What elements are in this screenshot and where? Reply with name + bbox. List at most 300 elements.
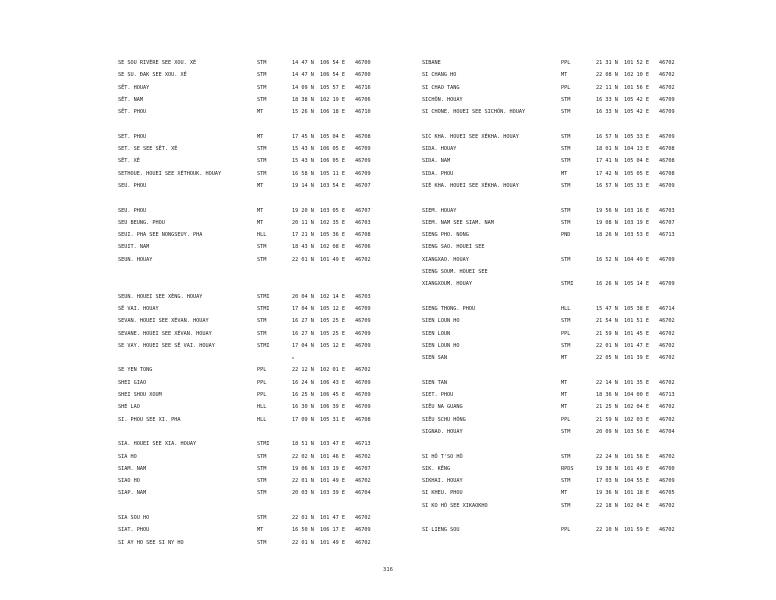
latitude: 17 04 N	[292, 342, 314, 349]
gazetteer-entry	[422, 180, 722, 192]
map-code: 46709	[355, 305, 371, 312]
gazetteer-entry	[118, 229, 418, 241]
entry-name: SIBANE	[422, 60, 441, 66]
longitude: 103 56 E	[624, 428, 649, 435]
feature-type: STMI	[257, 342, 270, 349]
map-code: 46700	[659, 465, 675, 472]
map-code: 46707	[355, 465, 371, 472]
gazetteer-entry	[422, 131, 722, 143]
map-code: 46705	[659, 490, 675, 497]
entry-name: SEVAN. HOUEI SEE XÉVAN. HOUAY	[118, 318, 209, 325]
entry-name: SIA. HOUEI SEE XIA. HOUAY	[118, 441, 197, 448]
feature-type: STM	[257, 96, 267, 103]
longitude: 105 31 E	[320, 416, 345, 423]
feature-type: STM	[257, 84, 267, 91]
latitude: 18 51 N	[292, 441, 314, 448]
gazetteer-entry	[118, 340, 418, 352]
longitude: 101 18 E	[624, 490, 649, 497]
latitude: 18 38 N	[292, 96, 314, 103]
feature-type: STM	[257, 539, 267, 546]
latitude: 19 06 N	[292, 465, 314, 472]
gazetteer-entry	[422, 315, 722, 327]
feature-type: STMI	[257, 293, 270, 300]
entry-name: SET. PHOU	[118, 133, 147, 140]
longitude: 101 59 E	[624, 527, 649, 534]
feature-type: MT	[561, 404, 568, 411]
gazetteer-entry	[118, 401, 418, 413]
latitude: 16 52 N	[596, 256, 618, 263]
feature-type: HLL	[257, 232, 267, 239]
gazetteer-entry	[422, 266, 722, 278]
gazetteer-entry	[422, 487, 722, 499]
longitude: 101 56 E	[624, 84, 649, 91]
gazetteer-entry	[422, 254, 722, 266]
feature-type: MT	[257, 207, 264, 214]
longitude: 106 45 E	[320, 392, 345, 399]
map-code: 46709	[659, 281, 675, 288]
entry-name: SE YEN TONG	[118, 367, 153, 374]
entry-name: XIANGXAO. HOUAY	[422, 256, 469, 263]
latitude: 22 01 N	[292, 539, 314, 546]
feature-type: STM	[561, 109, 571, 116]
feature-type: PPL	[257, 392, 267, 399]
feature-type: MT	[561, 379, 568, 386]
latitude: 20 03 N	[292, 490, 314, 497]
latitude: 16 33 N	[596, 109, 618, 116]
gazetteer-entry	[422, 463, 722, 475]
entry-name: SE VAY. HOUEI SEE SĚ VAI. HOUAY	[118, 342, 215, 349]
longitude: 101 49 E	[320, 256, 345, 263]
gazetteer-entry	[118, 352, 418, 364]
map-code: 46702	[659, 379, 675, 386]
latitude: 22 01 N	[596, 342, 618, 349]
latitude: 16 58 N	[292, 170, 314, 177]
latitude: 21 59 N	[596, 330, 618, 337]
entry-name: SIK. KÊNG	[422, 465, 451, 472]
latitude: 22 08 N	[596, 72, 618, 79]
entry-name: SI CHANG HO	[422, 72, 457, 79]
entry-name: SIEN LOUN HO	[422, 318, 460, 325]
entry-name: SI KO HŎ SEE XIKAOKHO	[422, 502, 488, 509]
feature-type: PPL	[561, 84, 571, 91]
gazetteer-entry	[422, 168, 722, 180]
feature-type: STM	[257, 244, 267, 251]
longitude: 105 42 E	[624, 109, 649, 116]
map-code: 46713	[659, 392, 675, 399]
feature-type: STM	[561, 219, 571, 226]
longitude: 101 47 E	[624, 342, 649, 349]
map-code: 46702	[659, 453, 675, 460]
latitude: 16 25 N	[292, 392, 314, 399]
entry-name: SET. SE SEE SĚT. XÉ	[118, 146, 178, 153]
feature-type: MT	[561, 355, 568, 362]
entry-name: SIA SOU HO	[118, 514, 150, 521]
feature-type: STM	[257, 490, 267, 497]
map-code: 46702	[659, 416, 675, 423]
feature-type: STM	[561, 342, 571, 349]
map-code: 46702	[355, 256, 371, 263]
gazetteer-entry	[422, 291, 722, 303]
entry-name: SHE LAO	[118, 404, 140, 411]
feature-type: STM	[257, 465, 267, 472]
map-code: 46709	[355, 379, 371, 386]
latitude: 22 11 N	[596, 84, 618, 91]
entry-name: SEUN. HOUAY	[118, 256, 153, 263]
entry-name: SEVANE. HOUEI SEE XÉVAN. HOUAY	[118, 330, 212, 337]
feature-type: STM	[257, 72, 267, 79]
latitude: 15 43 N	[292, 158, 314, 165]
entry-name: SIEM. HOUAY	[422, 207, 457, 214]
longitude: 102 19 E	[320, 96, 345, 103]
gazetteer-entry	[118, 217, 418, 229]
latitude: 14 47 N	[292, 72, 314, 79]
entry-name: SI CHONE. HOUEI SEE SICHŎN. HOUAY	[422, 109, 526, 116]
entry-name: SIGNAO. HOUAY	[422, 428, 463, 435]
gazetteer-entry	[118, 537, 418, 549]
feature-type: STM	[561, 478, 571, 485]
map-code: 46702	[659, 502, 675, 509]
map-code: 46709	[355, 318, 371, 325]
feature-type: STM	[257, 318, 267, 325]
feature-type: STM	[561, 96, 571, 103]
entry-name: SIENG PHO. NONG	[422, 232, 469, 239]
scan-speck	[292, 357, 294, 359]
gazetteer-entry	[422, 364, 722, 376]
latitude: 22 14 N	[596, 379, 618, 386]
latitude: 14 47 N	[292, 60, 314, 66]
feature-type: STM	[561, 133, 571, 140]
map-code: 46709	[355, 527, 371, 534]
gazetteer-entry	[422, 389, 722, 401]
latitude: 18 43 N	[292, 244, 314, 251]
entry-name: SIAO HO	[118, 478, 140, 485]
longitude: 106 05 E	[320, 146, 345, 153]
entry-name: SIEN TAN	[422, 379, 447, 386]
map-code: 46702	[659, 355, 675, 362]
gazetteer-entry	[118, 524, 418, 536]
entry-name: SI KHEU. PHOU	[422, 490, 463, 497]
map-code: 46708	[355, 133, 371, 140]
map-code: 46714	[659, 305, 675, 312]
gazetteer-entry	[118, 192, 418, 204]
latitude: 20 09 N	[596, 428, 618, 435]
latitude: 16 26 N	[596, 281, 618, 288]
map-code: 46702	[355, 453, 371, 460]
entry-name: SI. PHOU SEE XI. PHA	[118, 416, 181, 423]
latitude: 21 59 N	[596, 416, 618, 423]
entry-name: SIENG THONG. PHOU	[422, 305, 476, 312]
gazetteer-entry	[422, 340, 722, 352]
feature-type: STM	[257, 146, 267, 153]
longitude: 102 04 E	[624, 502, 649, 509]
gazetteer-entry	[422, 69, 722, 81]
longitude: 101 56 E	[624, 453, 649, 460]
feature-type: STM	[257, 158, 267, 165]
longitude: 101 47 E	[320, 514, 345, 521]
entry-name: SIDA. PHOU	[422, 170, 454, 177]
map-code: 46709	[659, 256, 675, 263]
longitude: 101 49 E	[320, 539, 345, 546]
map-code: 46709	[659, 182, 675, 189]
longitude: 103 39 E	[320, 490, 345, 497]
gazetteer-entry	[118, 241, 418, 253]
feature-type: PPL	[257, 367, 267, 374]
latitude: 19 38 N	[596, 465, 618, 472]
gazetteer-entry	[118, 143, 418, 155]
gazetteer-entry	[118, 426, 418, 438]
map-code: 46702	[355, 478, 371, 485]
map-code: 46702	[659, 84, 675, 91]
map-code: 46704	[659, 428, 675, 435]
gazetteer-entry	[422, 426, 722, 438]
gazetteer-entry	[422, 512, 722, 524]
latitude: 16 27 N	[292, 330, 314, 337]
entry-name: SE SOU RIVÈRE SEE XOU. XÉ	[118, 60, 197, 66]
longitude: 105 33 E	[624, 133, 649, 140]
longitude: 105 12 E	[320, 342, 345, 349]
entry-name: XIANGXOUM. HOUAY	[422, 281, 472, 288]
map-code: 46706	[355, 244, 371, 251]
feature-type: MT	[257, 133, 264, 140]
map-code: 46709	[355, 404, 371, 411]
feature-type: STM	[561, 146, 571, 153]
right-column	[422, 57, 722, 537]
map-code: 46702	[659, 342, 675, 349]
gazetteer-entry	[118, 303, 418, 315]
map-code: 46704	[355, 490, 371, 497]
longitude: 105 33 E	[624, 182, 649, 189]
longitude: 105 38 E	[624, 305, 649, 312]
feature-type: MT	[257, 182, 264, 189]
longitude: 103 19 E	[320, 465, 345, 472]
map-code: 46709	[355, 170, 371, 177]
map-code: 46707	[355, 207, 371, 214]
latitude: 17 45 N	[292, 133, 314, 140]
feature-type: PPL	[561, 416, 571, 423]
latitude: 22 01 N	[292, 514, 314, 521]
entry-name: SIENG SAO. HOUEI SEE	[422, 244, 485, 251]
feature-type: STM	[561, 428, 571, 435]
longitude: 102 35 E	[320, 219, 345, 226]
gazetteer-entry	[118, 438, 418, 450]
longitude: 103 16 E	[624, 207, 649, 214]
gazetteer-entry	[422, 106, 722, 118]
latitude: 22 18 N	[596, 502, 618, 509]
longitude: 105 05 E	[624, 170, 649, 177]
map-code: 46702	[355, 539, 371, 546]
latitude: 22 01 N	[292, 478, 314, 485]
longitude: 106 17 E	[320, 527, 345, 534]
map-code: 46708	[355, 232, 371, 239]
entry-name: SIEM. NAM SEE SIAM. NAM	[422, 219, 494, 226]
longitude: 106 18 E	[320, 109, 345, 116]
latitude: 21 31 N	[596, 60, 618, 66]
latitude: 19 08 N	[596, 219, 618, 226]
gazetteer-entry	[422, 217, 722, 229]
page-number: 316	[383, 567, 393, 573]
entry-name: SHEI SHOU XOUM	[118, 392, 162, 399]
latitude: 21 54 N	[596, 318, 618, 325]
feature-type: MT	[257, 109, 264, 116]
latitude: 16 50 N	[292, 527, 314, 534]
feature-type: STMI	[257, 441, 270, 448]
latitude: 16 27 N	[292, 318, 314, 325]
longitude: 103 47 E	[320, 441, 345, 448]
gazetteer-entry	[118, 131, 418, 143]
longitude: 105 12 E	[320, 305, 345, 312]
gazetteer-entry	[118, 118, 418, 130]
entry-name: SIAT. PHOU	[118, 527, 150, 534]
entry-name: SĚT. XÉ	[118, 158, 140, 165]
feature-type: PPL	[257, 379, 267, 386]
feature-type: STM	[561, 502, 571, 509]
longitude: 104 49 E	[624, 256, 649, 263]
feature-type: STM	[257, 514, 267, 521]
feature-type: PPL	[561, 330, 571, 337]
gazetteer-entry	[422, 118, 722, 130]
longitude: 106 54 E	[320, 72, 345, 79]
latitude: 16 30 N	[292, 404, 314, 411]
entry-name: SEUI. PHA SEE NONGSEUY. PHA	[118, 232, 203, 239]
entry-name: SI CHAO TANG	[422, 84, 460, 91]
gazetteer-entry	[422, 303, 722, 315]
gazetteer-entry	[118, 278, 418, 290]
latitude: 17 03 N	[596, 478, 618, 485]
entry-name: SEU. PHOU	[118, 207, 147, 214]
gazetteer-entry	[422, 57, 722, 69]
entry-name: SIEN LOUN HO	[422, 342, 460, 349]
map-code: 46709	[355, 342, 371, 349]
entry-name: SĚ VAI. HOUAY	[118, 305, 159, 312]
entry-name: SĚT. HOUAY	[118, 84, 150, 91]
latitude: 20 04 N	[292, 293, 314, 300]
map-code: 46702	[659, 527, 675, 534]
map-code: 46702	[659, 60, 675, 66]
feature-type: STM	[561, 318, 571, 325]
latitude: 22 24 N	[596, 453, 618, 460]
longitude: 106 39 E	[320, 404, 345, 411]
longitude: 101 45 E	[624, 330, 649, 337]
latitude: 22 10 N	[596, 527, 618, 534]
longitude: 104 00 E	[624, 392, 649, 399]
map-code: 46702	[659, 330, 675, 337]
feature-type: HLL	[561, 305, 571, 312]
gazetteer-entry	[118, 266, 418, 278]
latitude: 15 26 N	[292, 109, 314, 116]
longitude: 101 51 E	[624, 318, 649, 325]
feature-type: HLL	[257, 404, 267, 411]
map-code: 46700	[355, 72, 371, 79]
map-code: 46716	[355, 84, 371, 91]
map-code: 46702	[355, 514, 371, 521]
gazetteer-entry	[118, 500, 418, 512]
map-code: 46709	[659, 96, 675, 103]
entry-name: SIEN SAN	[422, 355, 447, 362]
map-code: 46709	[659, 109, 675, 116]
latitude: 18 01 N	[596, 146, 618, 153]
gazetteer-entry	[422, 155, 722, 167]
gazetteer-entry	[422, 401, 722, 413]
gazetteer-entry	[118, 487, 418, 499]
feature-type: MT	[561, 170, 568, 177]
feature-type: STM	[257, 478, 267, 485]
latitude: 18 26 N	[596, 232, 618, 239]
entry-name: SHEI GIAO	[118, 379, 147, 386]
feature-type: MT	[561, 72, 568, 79]
feature-type: HLL	[257, 416, 267, 423]
latitude: 16 24 N	[292, 379, 314, 386]
gazetteer-entry	[118, 315, 418, 327]
longitude: 105 57 E	[320, 84, 345, 91]
entry-name: SIAP. NAM	[118, 490, 147, 497]
entry-name: SIET. PHOU	[422, 392, 454, 399]
latitude: 19 20 N	[292, 207, 314, 214]
longitude: 101 39 E	[624, 355, 649, 362]
longitude: 105 25 E	[320, 330, 345, 337]
longitude: 106 54 E	[320, 60, 345, 66]
latitude: 17 41 N	[596, 158, 618, 165]
map-code: 46702	[659, 404, 675, 411]
entry-name: SIA HO	[118, 453, 137, 460]
entry-name: SIÊU SCHU HŎNG	[422, 416, 466, 423]
map-code: 46708	[659, 170, 675, 177]
longitude: 101 35 E	[624, 379, 649, 386]
latitude: 22 12 N	[292, 367, 314, 374]
gazetteer-entry	[422, 205, 722, 217]
entry-name: SEUN. HOUEI SEE XÈNG. HOUAY	[118, 293, 203, 300]
longitude: 101 52 E	[624, 60, 649, 66]
map-code: 46709	[659, 478, 675, 485]
longitude: 101 46 E	[320, 453, 345, 460]
feature-type: RPDS	[561, 465, 574, 472]
gazetteer-entry	[118, 155, 418, 167]
map-code: 46706	[355, 96, 371, 103]
map-code: 46709	[355, 392, 371, 399]
latitude: 14 09 N	[292, 84, 314, 91]
gazetteer-entry	[422, 475, 722, 487]
gazetteer-entry	[422, 241, 722, 253]
feature-type: STMI	[561, 281, 574, 288]
latitude: 16 33 N	[596, 96, 618, 103]
feature-type: STM	[561, 182, 571, 189]
longitude: 105 04 E	[624, 158, 649, 165]
gazetteer-entry	[118, 512, 418, 524]
gazetteer-entry	[118, 205, 418, 217]
gazetteer-entry	[118, 94, 418, 106]
gazetteer-entry	[118, 57, 418, 69]
feature-type: STM	[257, 256, 267, 263]
latitude: 22 01 N	[292, 256, 314, 263]
latitude: 19 56 N	[596, 207, 618, 214]
gazetteer-entry	[422, 352, 722, 364]
gazetteer-entry	[118, 291, 418, 303]
map-code: 46703	[659, 207, 675, 214]
gazetteer-entry	[422, 192, 722, 204]
latitude: 16 57 N	[596, 133, 618, 140]
gazetteer-entry	[118, 377, 418, 389]
feature-type: STM	[561, 207, 571, 214]
map-code: 46708	[659, 158, 675, 165]
map-code: 46709	[355, 330, 371, 337]
gazetteer-entry	[422, 524, 722, 536]
entry-name: SIC KHA. HOUEI SEE XÉKHA. HOUAY	[422, 133, 519, 140]
longitude: 106 05 E	[320, 158, 345, 165]
feature-type: STM	[561, 453, 571, 460]
entry-name: SI AY HO SEE SI NY HO	[118, 539, 184, 546]
longitude: 102 03 E	[624, 416, 649, 423]
gazetteer-entry	[422, 500, 722, 512]
entry-name: SIENG SOUM. HOUEI SEE	[422, 269, 488, 276]
